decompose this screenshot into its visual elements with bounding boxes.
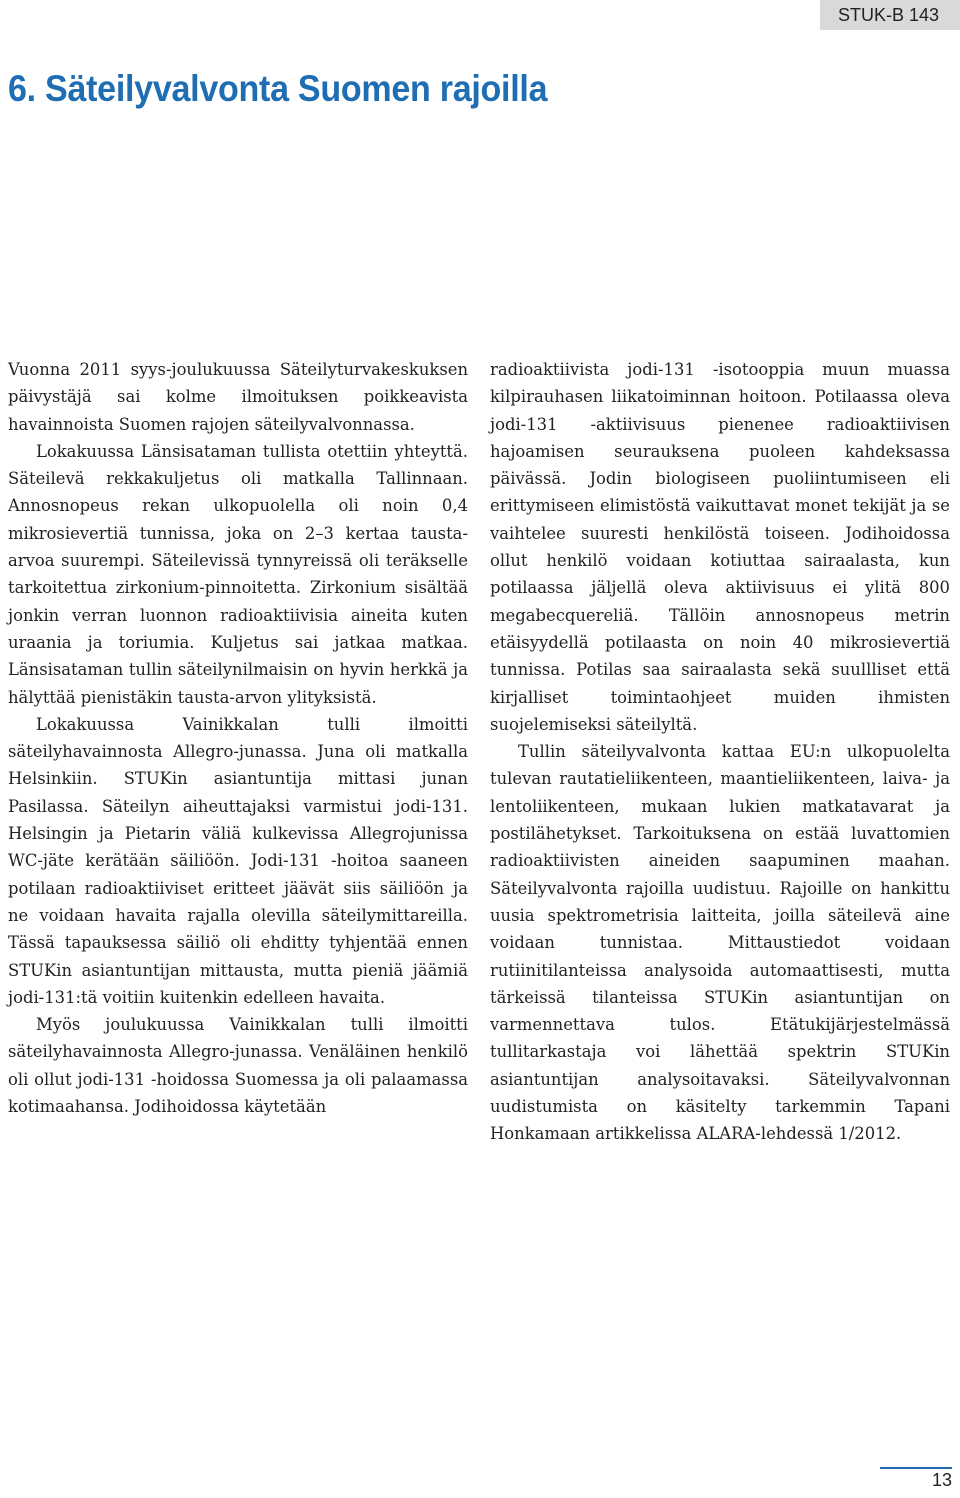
paragraph-iodine-treatment: radioaktiivista jodi-131 -isotooppia muun muassa kilpirauhasen liikatoiminnan hoitoon. Potilaassa oleva jodi-131 -aktiivisuus pienenee radioaktiivisen hajoamisen seurauksena puoleen kahdeksassa päivässä. Jodin biologiseen puoliintumiseen eli erittymiseen elimistöstä vaikuttavat monet tekijät ja se vaihtelee suuresti henkilöstä toiseen. Jodihoidossa ollut henkilö voidaan kotiuttaa sairaalasta, kun potilaassa jäljellä oleva aktiivisuus ei ylitä 800 megabecquereliä. Tällöin annosnopeus metrin etäisyydellä potilaasta on noin 40 mikrosievertiä tunnissa. Potilas saa sairaalasta sekä suullliset että kirjalliset toimintaohjeet muiden ihmisten suojelemiseksi säteilyltä.: [490, 360, 950, 734]
paragraph-vainikkala-december: Myös joulukuussa Vainikkalan tulli ilmoitti säteilyhavainnosta Allegro-junassa. Venäläinen henkilö oli ollut jodi-131 -hoidossa Suomessa ja oli palaamassa kotimaahansa. Jodihoidossa käytetään: [8, 1015, 468, 1117]
chapter-title: 6. Säteilyvalvonta Suomen rajoilla: [8, 68, 548, 109]
paragraph-intro: Vuonna 2011 syys-joulukuussa Säteilyturvakeskuksen päivystäjä sai kolme ilmoituksen poikkeavista havainnoista Suomen rajojen säteilyvalvonnassa.: [8, 360, 468, 434]
page-number-rule: [880, 1467, 952, 1469]
paragraph-lansisatama: Lokakuussa Länsisataman tullista otettiin yhteyttä. Säteilevä rekkakuljetus oli matkalla Tallinnaan. Annosnopeus rekan ulkopuolella oli noin 0,4 mikrosievertiä tunnissa, joka on 2–3 kertaa tausta-arvoa suurempi. Säteilevissä tynnyreissä oli teräkselle tarkoitettua zirkonium-pinnoitetta. Zirkonium sisältää jonkin verran luonnon radioaktiivisia aineita kuten uraania ja toriumia. Kuljetus sai jatkaa matkaa. Länsisataman tullin säteilynilmaisin on hyvin herkkä ja hälyttää pienistäkin tausta-arvon ylityksistä.: [8, 441, 468, 707]
right-column: [490, 356, 950, 1148]
paragraph-customs-monitoring: Tullin säteilyvalvonta kattaa EU:n ulkopuolelta tulevan rautatieliikenteen, maantieliikenteen, laiva- ja lentoliikenteen, mukaan lukien matkatavarat ja postilähetykset. Tarkoituksena on estää luvattomien radioaktiivisten aineiden saapuminen maahan. Säteilyvalvonta rajoilla uudistuu. Rajoille on hankittu uusia spektrometrisia laitteita, joilla säteilevä aine voidaan tunnistaa. Mittaustiedot voidaan rutiinitilanteissa analysoida automaattisesti, mutta tärkeissä tilanteissa STUKin asiantuntijan on varmennettava tulos. Etätukijärjestelmässä tullitarkastaja voi lähettää spektrin STUKin asiantuntijan analysoitavaksi. Säteilyvalvonnan uudistumista on käsitelty tarkemmin Tapani Honkamaan artikkelissa ALARA-lehdessä 1/2012.: [490, 742, 950, 1144]
left-column: [8, 356, 468, 1120]
series-tag: STUK-B 143: [820, 0, 960, 30]
page-number: 13: [931, 1470, 952, 1490]
paragraph-vainikkala-october: Lokakuussa Vainikkalan tulli ilmoitti säteilyhavainnosta Allegro-junassa. Juna oli matkalla Helsinkiin. STUKin asiantuntija mittasi junan Pasilassa. Säteilyn aiheuttajaksi varmistui jodi-131. Helsingin ja Pietarin väliä kulkevissa Allegrojunissa WC-jäte kerätään säiliöön. Jodi-131 -hoitoa saaneen potilaan radioaktiiviset eritteet jäävät siis säiliöön ja ne voidaan havaita rajalla olevilla säteilymittareilla. Tässä tapauksessa säiliö oli ehditty tyhjentää ennen STUKin asiantuntijan mittausta, mutta pieniä jäämiä jodi-131:tä voitiin kuitenkin edelleen havaita.: [8, 714, 468, 1007]
